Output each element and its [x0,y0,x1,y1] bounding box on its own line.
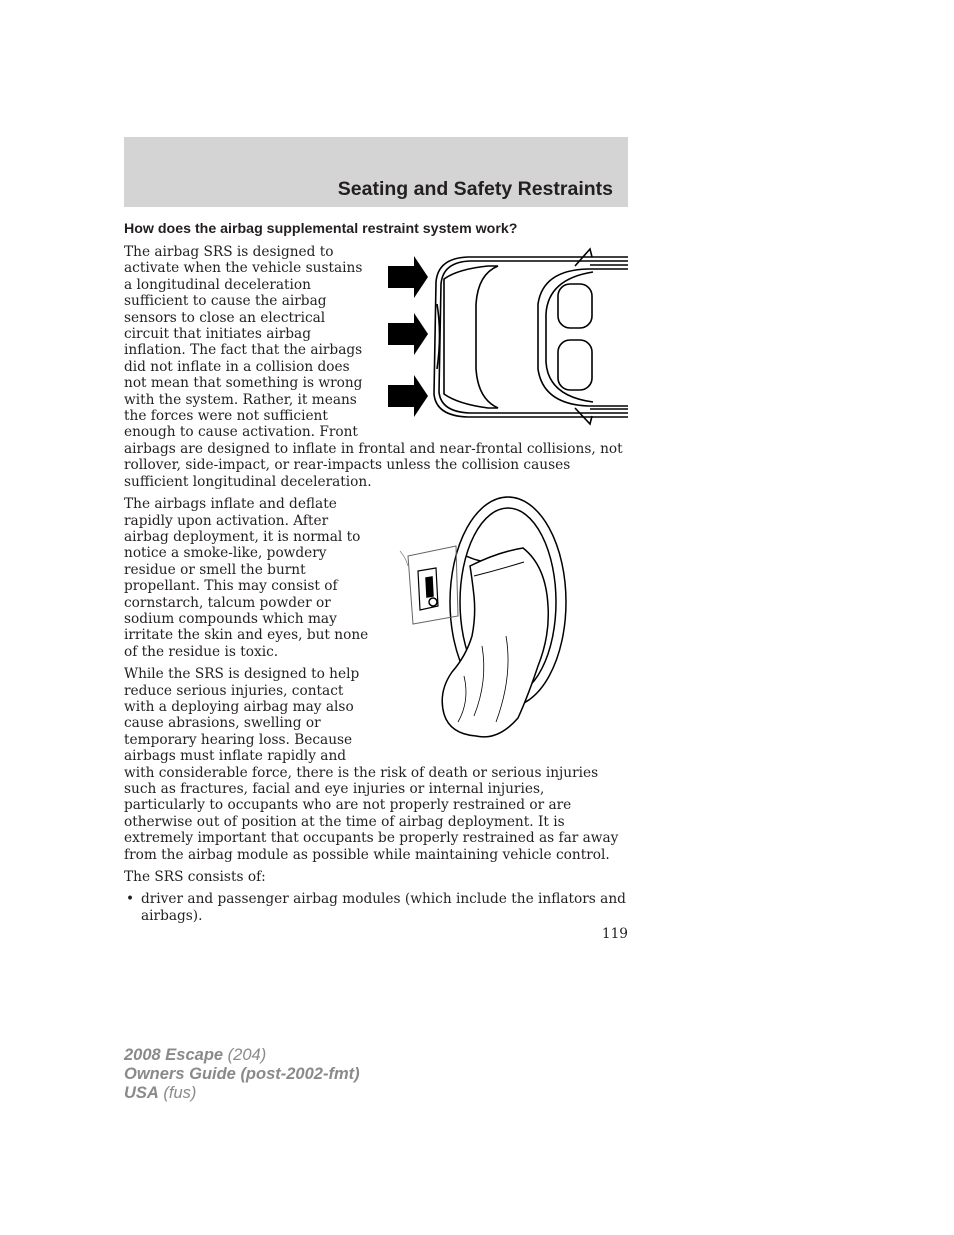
page-number: 119 [601,926,628,942]
section-heading: How does the airbag supplemental restraint system work? [124,221,518,237]
paragraph: The SRS consists of: [124,869,266,886]
footer-market: USA [124,1084,159,1102]
car-outline-icon [434,249,628,424]
body-text [124,244,628,930]
footer-line [124,1046,360,1065]
steering-wheel-airbag-deployed [378,496,628,748]
paragraph: The airbags inflate and deflate rapidly upon activation. After airbag deployment, it is normal to notice a smoke-like, powdery residue or smell the burnt propellant. This may consist of cornstarch, talcum powder or sodium compounds which may irritate the skin and eyes, but none of the residue is toxic. [124,496,369,660]
frontal-impact-car-diagram [378,244,628,434]
bullet-list [124,891,628,924]
car-diagram-svg [378,244,628,434]
airbag-diagram-svg [378,496,628,748]
airbag-icon [442,548,548,737]
header-band [124,137,628,207]
page-title: Seating and Safety Restraints [337,178,613,200]
footer-guide: Owners Guide (post-2002-fmt) [124,1065,360,1083]
paragraph: The airbag SRS is designed to activate when the vehicle sustains a longitudinal deceleration sufficient to cause the airbag sensors to close an electrical circuit that initiates airbag inflation. The fact that the airbags did not inflate in a collision does not mean that something is wrong with the system. Rather, it means the forces were not sufficient enough to cause activation. Front airbags are designed to inflate in frontal and near-frontal collisions, not rollover, side-impact, or rear-impacts unless the collision causes sufficient longitudinal deceleration. [124,244,623,490]
footer [124,1046,360,1103]
impact-arrow-icon [388,256,428,298]
footer-model-code: (204) [223,1046,267,1064]
paragraph: While the SRS is designed to help reduce serious injuries, contact with a deploying airbag may also cause abrasions, swelling or temporary hearing loss. Because airbags must inflate rapidly and with considerable force, there is the risk of death or serious injuries such as fractures, facial and eye injuries or internal injuries, particularly to occupants who are not properly restrained or are otherwise out of position at the time of airbag deployment. It is extremely important that occupants be properly restrained as far away from the airbag module as possible while maintaining vehicle control. [124,666,619,863]
list-item: • driver and passenger airbag modules (which include the inflators and airbags). [124,891,628,924]
footer-line [124,1065,360,1084]
footer-market-code: (fus) [158,1084,197,1102]
footer-model: 2008 Escape [124,1046,224,1064]
footer-line [124,1084,360,1103]
impact-arrow-icon [388,375,428,417]
impact-arrow-icon [388,313,428,355]
